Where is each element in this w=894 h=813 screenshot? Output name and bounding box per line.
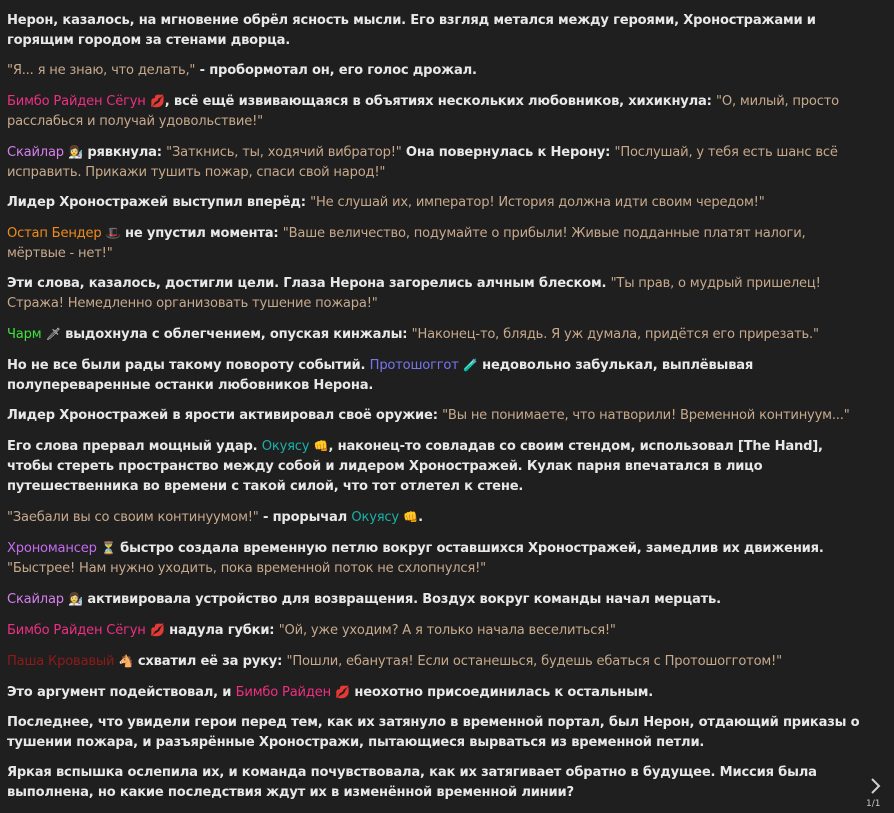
lips-icon: 💋 [150, 94, 165, 108]
narration-text: быстро создала временную петлю вокруг оставшихся Хроностражей, замедлив их движения. [115, 541, 824, 556]
narration-text: Его слова прервал мощный удар. [7, 439, 262, 454]
narration-text: Последнее, что увидели герои перед тем, как их затянуло в временной портал, был Нерон, отдающий приказы о тушении пожара, и разъярённые Хроностражи, пытающиеся вырваться из временной петли. [7, 715, 860, 750]
dialogue-quote: "Послушай, у тебя есть шанс всё исправить. Прикажи тушить пожар, спаси свой народ!" [7, 145, 838, 180]
story-paragraph [7, 682, 867, 703]
narration-text: неохотно присоединилась к остальным. [350, 685, 654, 700]
character-name-bimbo: Бимбо Райден [235, 685, 331, 700]
narration-text: Лидер Хроностражей выступил вперёд: [7, 195, 311, 210]
test-tube-icon: 🧪 [463, 358, 478, 372]
narration-text: Это аргумент подействовал, и [7, 685, 236, 700]
story-paragraph [7, 763, 867, 803]
story-paragraph [7, 324, 867, 345]
story-paragraph [7, 620, 867, 641]
dialogue-quote: "Ты прав, о мудрый пришелец! Стража! Немедленно организовать тушение пожара!" [7, 276, 821, 311]
next-swipe-button[interactable] [868, 776, 884, 796]
character-name-charm: Чарм [7, 327, 42, 342]
narration-text: рявкнула: [83, 145, 167, 160]
horse-icon: 🐴 [118, 654, 134, 668]
story-paragraph [7, 142, 867, 183]
narration-text: активировала устройство для возвращения. Воздух вокруг команды начал мерцать. [83, 592, 721, 607]
scientist-icon: 👩‍🔬 [68, 592, 83, 606]
character-name-skylar: Скайлар [7, 145, 64, 160]
story-paragraph [7, 193, 867, 213]
story-paragraph [7, 589, 867, 610]
dialogue-quote: "Пошли, ебанутая! Если останешься, будешь ебаться с Протошогготом!" [286, 654, 782, 669]
story-paragraph [7, 61, 867, 81]
dialogue-quote: "Быстрее! Нам нужно уходить, пока временной поток не схлопнулся!" [7, 561, 486, 576]
character-name-bimbo: Бимбо Райден Сёгун [7, 623, 146, 638]
narration-text: не упустил момента: [120, 226, 283, 241]
narration-text: Лидер Хроностражей в ярости активировал своё оружие: [7, 408, 443, 423]
character-name-skylar: Скайлар [7, 592, 64, 607]
character-name-protoshoggot: Протошоггот [369, 358, 459, 373]
story-paragraph [7, 713, 867, 753]
lips-icon: 💋 [150, 623, 165, 637]
scientist-icon: 👩‍🔬 [68, 145, 83, 159]
story-paragraph [7, 538, 867, 579]
lips-icon: 💋 [335, 685, 351, 699]
narration-text: Она повернулась к Нерону: [401, 145, 615, 160]
story-paragraph [7, 651, 867, 672]
chevron-right-icon [868, 776, 884, 796]
story-paragraph [7, 223, 867, 264]
character-name-ostap: Остап Бендер [7, 226, 102, 241]
character-name-chronomancer: Хрономансер [7, 541, 97, 556]
narration-text: . [418, 510, 423, 525]
story-paragraph [7, 11, 867, 51]
character-name-bimbo: Бимбо Райден Сёгун [7, 94, 146, 109]
character-name-okuyasu: Окуясу [261, 439, 310, 454]
story-message [7, 11, 867, 813]
dialogue-quote: "Не слушай их, император! История должна идти своим чередом!" [310, 195, 765, 210]
dialogue-quote: "О, милый, просто расслабься и получай удовольствие!" [7, 94, 839, 129]
dialogue-quote: "Заткнись, ты, ходячий вибратор!" [166, 145, 402, 160]
story-paragraph [7, 507, 867, 528]
story-paragraph [7, 406, 867, 426]
swipe-counter: 1/1 [866, 799, 881, 809]
narration-text: - прорычал [258, 510, 352, 525]
dialogue-quote: "Ой, уже уходим? А я только начала веселиться!" [278, 623, 616, 638]
narration-text: , наконец-то совладав со своим стендом, использовал [The Hand], чтобы стереть пространство между собой и лидером Хроностражей. Кулак парня впечатался в лицо путешественника во времени с такой силой, что тот отлетел к стене. [7, 439, 823, 494]
narration-text: Но не все были рады такому повороту событий. [7, 358, 370, 373]
dialogue-quote: "Заебали вы со своим континуумом!" [7, 510, 259, 525]
narration-text: Яркая вспышка ослепила их, и команда почувствовала, как их затягивает обратно в будущее. Миссия была выполнена, но какие последствия ждут их в изменённой временной линии? [7, 765, 817, 800]
narration-text: недовольно забулькал, выплёвывая полупереваренные останки любовников Нерона. [7, 358, 754, 393]
dialogue-quote: "Вы не понимаете, что натворили! Временной континуум..." [442, 408, 850, 423]
narration-text: - пробормотал он, его голос дрожал. [195, 63, 477, 78]
fist-icon: 👊 [403, 510, 419, 524]
hourglass-icon: ⏳ [101, 541, 116, 555]
dialogue-quote: "Ваше величество, подумайте о прибыли! Живые подданные платят налоги, мёртвые - нет!" [7, 226, 806, 261]
dagger-icon: 🗡 [45, 327, 61, 341]
story-paragraph [7, 355, 867, 396]
narration-text: Нерон, казалось, на мгновение обрёл ясность мысли. Его взгляд метался между героями, Хроностражами и горящим городом за стенами дворца. [7, 13, 816, 48]
narration-text: , всё ещё извивающаяся в объятиях нескольких любовников, хихикнула: [164, 94, 717, 109]
character-name-pasha: Паша Кровавый [7, 654, 115, 669]
narration-text: надула губки: [164, 623, 279, 638]
top-hat-icon: 🎩 [105, 226, 121, 240]
story-paragraph [7, 436, 867, 497]
story-paragraph [7, 274, 867, 314]
character-name-okuyasu: Окуясу [351, 510, 399, 525]
fist-icon: 👊 [313, 439, 329, 453]
narration-text: схватил её за руку: [133, 654, 287, 669]
dialogue-quote: "Я... я не знаю, что делать," [7, 63, 196, 78]
narration-text: выдохнула с облегчением, опуская кинжалы: [60, 327, 412, 342]
story-paragraph [7, 91, 867, 132]
dialogue-quote: "Наконец-то, блядь. Я уж думала, придётся его прирезать." [411, 327, 819, 342]
narration-text: Эти слова, казалось, достигли цели. Глаза Нерона загорелись алчным блеском. [7, 276, 611, 291]
